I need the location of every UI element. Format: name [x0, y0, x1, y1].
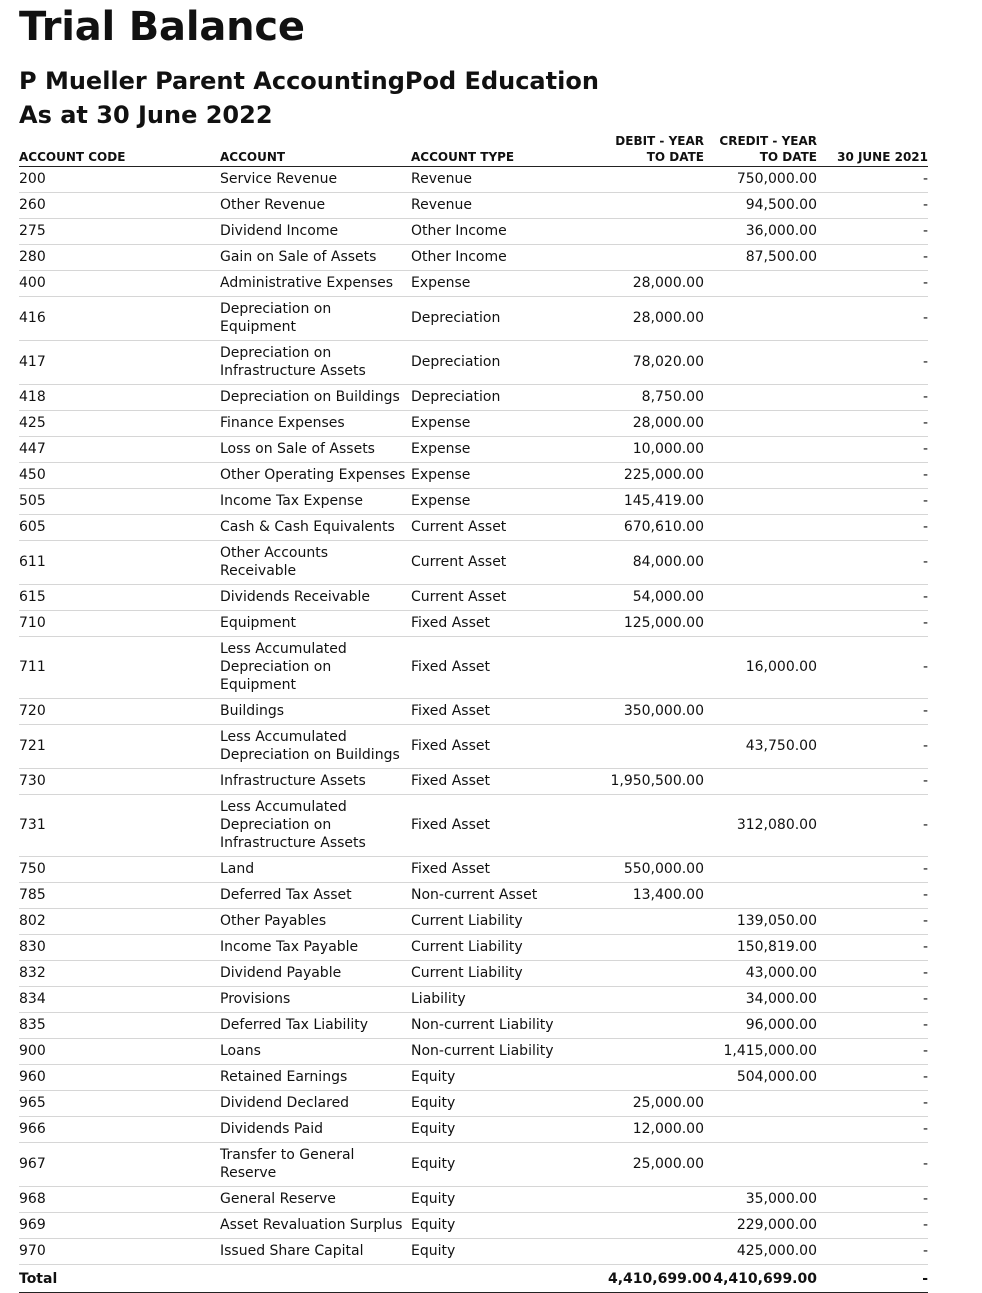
- debit-cell: [608, 1039, 704, 1065]
- account-code-cell: 416: [19, 297, 220, 341]
- prior-year-cell: -: [817, 935, 928, 961]
- credit-cell: 425,000.00: [704, 1239, 817, 1265]
- credit-cell: 229,000.00: [704, 1213, 817, 1239]
- table-header: [19, 131, 928, 167]
- account-code-cell: 447: [19, 437, 220, 463]
- credit-cell: [704, 271, 817, 297]
- credit-cell: 43,750.00: [704, 725, 817, 769]
- account-code-cell: 417: [19, 341, 220, 385]
- prior-year-cell: -: [817, 437, 928, 463]
- credit-cell: [704, 1143, 817, 1187]
- report-page: [0, 5, 928, 1293]
- total-debit: 4,410,699.00: [608, 1265, 704, 1293]
- trial-balance-table: [19, 131, 928, 1293]
- account-name-cell: Transfer to General Reserve: [220, 1143, 411, 1187]
- debit-cell: 350,000.00: [608, 699, 704, 725]
- account-name-cell: Other Operating Expenses: [220, 463, 411, 489]
- table-row: [19, 297, 928, 341]
- debit-cell: [608, 245, 704, 271]
- prior-year-cell: -: [817, 961, 928, 987]
- credit-cell: [704, 515, 817, 541]
- debit-cell: [608, 795, 704, 857]
- credit-cell: [704, 1091, 817, 1117]
- table-row: [19, 987, 928, 1013]
- prior-year-cell: -: [817, 637, 928, 699]
- account-code-cell: 960: [19, 1065, 220, 1091]
- account-name-cell: Administrative Expenses: [220, 271, 411, 297]
- account-name-cell: Loss on Sale of Assets: [220, 437, 411, 463]
- prior-year-cell: -: [817, 489, 928, 515]
- account-code-cell: 260: [19, 193, 220, 219]
- table-row: [19, 1065, 928, 1091]
- credit-cell: 94,500.00: [704, 193, 817, 219]
- table-row: [19, 769, 928, 795]
- account-code-cell: 970: [19, 1239, 220, 1265]
- debit-cell: 12,000.00: [608, 1117, 704, 1143]
- account-type-cell: Expense: [411, 489, 608, 515]
- table-row: [19, 341, 928, 385]
- prior-year-cell: -: [817, 725, 928, 769]
- account-name-cell: Asset Revaluation Surplus: [220, 1213, 411, 1239]
- account-name-cell: Buildings: [220, 699, 411, 725]
- debit-cell: 28,000.00: [608, 297, 704, 341]
- account-type-cell: Equity: [411, 1239, 608, 1265]
- credit-cell: 16,000.00: [704, 637, 817, 699]
- table-row: [19, 271, 928, 297]
- account-code-cell: 275: [19, 219, 220, 245]
- prior-year-cell: -: [817, 1039, 928, 1065]
- account-name-cell: Infrastructure Assets: [220, 769, 411, 795]
- debit-cell: 550,000.00: [608, 857, 704, 883]
- prior-year-cell: -: [817, 193, 928, 219]
- prior-year-cell: -: [817, 297, 928, 341]
- account-code-cell: 830: [19, 935, 220, 961]
- account-name-cell: Income Tax Payable: [220, 935, 411, 961]
- debit-cell: [608, 1065, 704, 1091]
- prior-year-cell: -: [817, 699, 928, 725]
- prior-year-cell: -: [817, 219, 928, 245]
- table-row: [19, 437, 928, 463]
- account-type-cell: Non-current Liability: [411, 1039, 608, 1065]
- account-type-cell: Equity: [411, 1143, 608, 1187]
- account-code-cell: 967: [19, 1143, 220, 1187]
- header-row: [19, 131, 928, 167]
- prior-year-cell: -: [817, 1091, 928, 1117]
- account-type-cell: Equity: [411, 1065, 608, 1091]
- account-name-cell: Depreciation on Infrastructure Assets: [220, 341, 411, 385]
- credit-cell: [704, 857, 817, 883]
- credit-cell: 35,000.00: [704, 1187, 817, 1213]
- account-name-cell: Income Tax Expense: [220, 489, 411, 515]
- prior-year-cell: -: [817, 769, 928, 795]
- debit-cell: 13,400.00: [608, 883, 704, 909]
- credit-cell: 750,000.00: [704, 167, 817, 193]
- account-type-cell: Depreciation: [411, 385, 608, 411]
- account-name-cell: Issued Share Capital: [220, 1239, 411, 1265]
- account-name-cell: Other Payables: [220, 909, 411, 935]
- credit-cell: 34,000.00: [704, 987, 817, 1013]
- total-label: Total: [19, 1265, 220, 1293]
- total-credit: 4,410,699.00: [704, 1265, 817, 1293]
- table-row: [19, 1039, 928, 1065]
- prior-year-cell: -: [817, 245, 928, 271]
- prior-year-cell: -: [817, 515, 928, 541]
- table-row: [19, 1091, 928, 1117]
- account-code-cell: 611: [19, 541, 220, 585]
- table-row: [19, 411, 928, 437]
- account-type-cell: Fixed Asset: [411, 699, 608, 725]
- table-row: [19, 961, 928, 987]
- credit-cell: [704, 769, 817, 795]
- credit-cell: [704, 611, 817, 637]
- account-type-cell: Revenue: [411, 193, 608, 219]
- prior-year-cell: -: [817, 883, 928, 909]
- table-row: [19, 637, 928, 699]
- debit-cell: 1,950,500.00: [608, 769, 704, 795]
- debit-cell: 145,419.00: [608, 489, 704, 515]
- account-name-cell: Less Accumulated Depreciation on Equipment: [220, 637, 411, 699]
- account-code-cell: 450: [19, 463, 220, 489]
- account-code-cell: 968: [19, 1187, 220, 1213]
- account-type-cell: Current Asset: [411, 585, 608, 611]
- account-name-cell: Depreciation on Buildings: [220, 385, 411, 411]
- account-name-cell: Dividend Payable: [220, 961, 411, 987]
- account-type-cell: Depreciation: [411, 297, 608, 341]
- credit-cell: 43,000.00: [704, 961, 817, 987]
- table-body: [19, 167, 928, 1293]
- table-row: [19, 167, 928, 193]
- debit-cell: 28,000.00: [608, 271, 704, 297]
- prior-year-cell: -: [817, 271, 928, 297]
- table-row: [19, 245, 928, 271]
- account-type-cell: Current Liability: [411, 961, 608, 987]
- column-header-prior-year: 30 JUNE 2021: [817, 131, 928, 167]
- credit-cell: 36,000.00: [704, 219, 817, 245]
- total-spacer: [220, 1265, 411, 1293]
- account-code-cell: 721: [19, 725, 220, 769]
- debit-cell: [608, 935, 704, 961]
- prior-year-cell: -: [817, 541, 928, 585]
- account-code-cell: 280: [19, 245, 220, 271]
- debit-cell: 28,000.00: [608, 411, 704, 437]
- table-row: [19, 463, 928, 489]
- account-type-cell: Current Liability: [411, 909, 608, 935]
- debit-cell: [608, 219, 704, 245]
- account-type-cell: Fixed Asset: [411, 857, 608, 883]
- account-code-cell: 710: [19, 611, 220, 637]
- credit-cell: 504,000.00: [704, 1065, 817, 1091]
- account-code-cell: 200: [19, 167, 220, 193]
- account-type-cell: Depreciation: [411, 341, 608, 385]
- account-name-cell: Depreciation on Equipment: [220, 297, 411, 341]
- debit-cell: 25,000.00: [608, 1143, 704, 1187]
- entity-name: P Mueller Parent AccountingPod Education: [19, 67, 599, 95]
- debit-cell: [608, 193, 704, 219]
- account-type-cell: Equity: [411, 1187, 608, 1213]
- credit-cell: [704, 585, 817, 611]
- account-type-cell: Other Income: [411, 245, 608, 271]
- account-name-cell: Deferred Tax Asset: [220, 883, 411, 909]
- account-name-cell: Other Revenue: [220, 193, 411, 219]
- table-row: [19, 795, 928, 857]
- account-code-cell: 720: [19, 699, 220, 725]
- account-type-cell: Other Income: [411, 219, 608, 245]
- prior-year-cell: -: [817, 1239, 928, 1265]
- credit-cell: 150,819.00: [704, 935, 817, 961]
- debit-cell: 10,000.00: [608, 437, 704, 463]
- table-row: [19, 1117, 928, 1143]
- debit-cell: 78,020.00: [608, 341, 704, 385]
- account-code-cell: 605: [19, 515, 220, 541]
- debit-cell: [608, 637, 704, 699]
- debit-cell: [608, 961, 704, 987]
- account-code-cell: 505: [19, 489, 220, 515]
- table-row: [19, 1013, 928, 1039]
- table-row: [19, 515, 928, 541]
- prior-year-cell: -: [817, 385, 928, 411]
- debit-cell: 670,610.00: [608, 515, 704, 541]
- account-type-cell: Expense: [411, 411, 608, 437]
- debit-cell: [608, 1187, 704, 1213]
- account-type-cell: Expense: [411, 463, 608, 489]
- account-name-cell: Other Accounts Receivable: [220, 541, 411, 585]
- credit-cell: [704, 1117, 817, 1143]
- debit-cell: [608, 1239, 704, 1265]
- account-code-cell: 425: [19, 411, 220, 437]
- account-type-cell: Expense: [411, 437, 608, 463]
- credit-cell: 312,080.00: [704, 795, 817, 857]
- account-type-cell: Fixed Asset: [411, 769, 608, 795]
- account-code-cell: 731: [19, 795, 220, 857]
- debit-cell: 84,000.00: [608, 541, 704, 585]
- prior-year-cell: -: [817, 1213, 928, 1239]
- account-code-cell: 966: [19, 1117, 220, 1143]
- table-row: [19, 883, 928, 909]
- account-code-cell: 711: [19, 637, 220, 699]
- prior-year-cell: -: [817, 1117, 928, 1143]
- account-type-cell: Expense: [411, 271, 608, 297]
- debit-cell: 25,000.00: [608, 1091, 704, 1117]
- table-row: [19, 1213, 928, 1239]
- account-code-cell: 400: [19, 271, 220, 297]
- prior-year-cell: -: [817, 1065, 928, 1091]
- credit-cell: [704, 699, 817, 725]
- prior-year-cell: -: [817, 1013, 928, 1039]
- account-name-cell: Dividend Declared: [220, 1091, 411, 1117]
- credit-cell: 139,050.00: [704, 909, 817, 935]
- table-row: [19, 219, 928, 245]
- account-name-cell: Loans: [220, 1039, 411, 1065]
- prior-year-cell: -: [817, 909, 928, 935]
- account-code-cell: 835: [19, 1013, 220, 1039]
- credit-cell: [704, 411, 817, 437]
- credit-cell: [704, 883, 817, 909]
- table-row: [19, 725, 928, 769]
- table-row: [19, 1187, 928, 1213]
- column-header-account-type: ACCOUNT TYPE: [411, 131, 608, 167]
- account-type-cell: Non-current Liability: [411, 1013, 608, 1039]
- debit-cell: [608, 1213, 704, 1239]
- table-row: [19, 1143, 928, 1187]
- report-title: Trial Balance: [19, 4, 305, 50]
- account-code-cell: 965: [19, 1091, 220, 1117]
- account-type-cell: Fixed Asset: [411, 611, 608, 637]
- table-row: [19, 611, 928, 637]
- credit-cell: [704, 463, 817, 489]
- column-header-account: ACCOUNT: [220, 131, 411, 167]
- account-name-cell: General Reserve: [220, 1187, 411, 1213]
- account-code-cell: 730: [19, 769, 220, 795]
- account-type-cell: Equity: [411, 1091, 608, 1117]
- prior-year-cell: -: [817, 585, 928, 611]
- prior-year-cell: -: [817, 463, 928, 489]
- account-name-cell: Less Accumulated Depreciation on Buildings: [220, 725, 411, 769]
- debit-cell: [608, 167, 704, 193]
- account-name-cell: Cash & Cash Equivalents: [220, 515, 411, 541]
- column-header-account-code: ACCOUNT CODE: [19, 131, 220, 167]
- account-type-cell: Fixed Asset: [411, 725, 608, 769]
- prior-year-cell: -: [817, 411, 928, 437]
- account-code-cell: 615: [19, 585, 220, 611]
- total-prior-year: -: [817, 1265, 928, 1293]
- credit-cell: [704, 341, 817, 385]
- account-name-cell: Dividends Receivable: [220, 585, 411, 611]
- account-type-cell: Non-current Asset: [411, 883, 608, 909]
- column-header-debit: DEBIT - YEAR TO DATE: [608, 131, 704, 167]
- prior-year-cell: -: [817, 167, 928, 193]
- account-type-cell: Current Asset: [411, 541, 608, 585]
- account-code-cell: 969: [19, 1213, 220, 1239]
- account-type-cell: Equity: [411, 1213, 608, 1239]
- account-type-cell: Fixed Asset: [411, 795, 608, 857]
- table-row: [19, 857, 928, 883]
- credit-cell: [704, 385, 817, 411]
- account-type-cell: Revenue: [411, 167, 608, 193]
- account-code-cell: 750: [19, 857, 220, 883]
- account-code-cell: 832: [19, 961, 220, 987]
- credit-cell: [704, 541, 817, 585]
- table-row: [19, 385, 928, 411]
- debit-cell: 54,000.00: [608, 585, 704, 611]
- account-name-cell: Equipment: [220, 611, 411, 637]
- credit-cell: [704, 437, 817, 463]
- prior-year-cell: -: [817, 1143, 928, 1187]
- account-type-cell: Current Liability: [411, 935, 608, 961]
- debit-cell: [608, 725, 704, 769]
- account-name-cell: Deferred Tax Liability: [220, 1013, 411, 1039]
- total-row: [19, 1265, 928, 1293]
- account-name-cell: Finance Expenses: [220, 411, 411, 437]
- credit-cell: 96,000.00: [704, 1013, 817, 1039]
- total-spacer: [411, 1265, 608, 1293]
- table-row: [19, 541, 928, 585]
- account-name-cell: Dividends Paid: [220, 1117, 411, 1143]
- table-row: [19, 489, 928, 515]
- account-type-cell: Equity: [411, 1117, 608, 1143]
- table-row: [19, 699, 928, 725]
- account-code-cell: 785: [19, 883, 220, 909]
- table-row: [19, 193, 928, 219]
- prior-year-cell: -: [817, 611, 928, 637]
- table-row: [19, 1239, 928, 1265]
- debit-cell: [608, 1013, 704, 1039]
- prior-year-cell: -: [817, 795, 928, 857]
- account-type-cell: Fixed Asset: [411, 637, 608, 699]
- account-code-cell: 900: [19, 1039, 220, 1065]
- prior-year-cell: -: [817, 987, 928, 1013]
- prior-year-cell: -: [817, 857, 928, 883]
- prior-year-cell: -: [817, 1187, 928, 1213]
- credit-cell: [704, 297, 817, 341]
- account-name-cell: Gain on Sale of Assets: [220, 245, 411, 271]
- debit-cell: 225,000.00: [608, 463, 704, 489]
- account-type-cell: Liability: [411, 987, 608, 1013]
- account-code-cell: 834: [19, 987, 220, 1013]
- debit-cell: [608, 909, 704, 935]
- table-row: [19, 909, 928, 935]
- debit-cell: [608, 987, 704, 1013]
- account-name-cell: Land: [220, 857, 411, 883]
- debit-cell: 8,750.00: [608, 385, 704, 411]
- credit-cell: [704, 489, 817, 515]
- credit-cell: 1,415,000.00: [704, 1039, 817, 1065]
- account-name-cell: Provisions: [220, 987, 411, 1013]
- report-date: As at 30 June 2022: [19, 101, 273, 129]
- account-type-cell: Current Asset: [411, 515, 608, 541]
- account-name-cell: Service Revenue: [220, 167, 411, 193]
- table-row: [19, 935, 928, 961]
- credit-cell: 87,500.00: [704, 245, 817, 271]
- account-name-cell: Retained Earnings: [220, 1065, 411, 1091]
- account-code-cell: 418: [19, 385, 220, 411]
- debit-cell: 125,000.00: [608, 611, 704, 637]
- account-code-cell: 802: [19, 909, 220, 935]
- account-name-cell: Less Accumulated Depreciation on Infrastructure Assets: [220, 795, 411, 857]
- table-row: [19, 585, 928, 611]
- account-name-cell: Dividend Income: [220, 219, 411, 245]
- prior-year-cell: -: [817, 341, 928, 385]
- column-header-credit: CREDIT - YEAR TO DATE: [704, 131, 817, 167]
